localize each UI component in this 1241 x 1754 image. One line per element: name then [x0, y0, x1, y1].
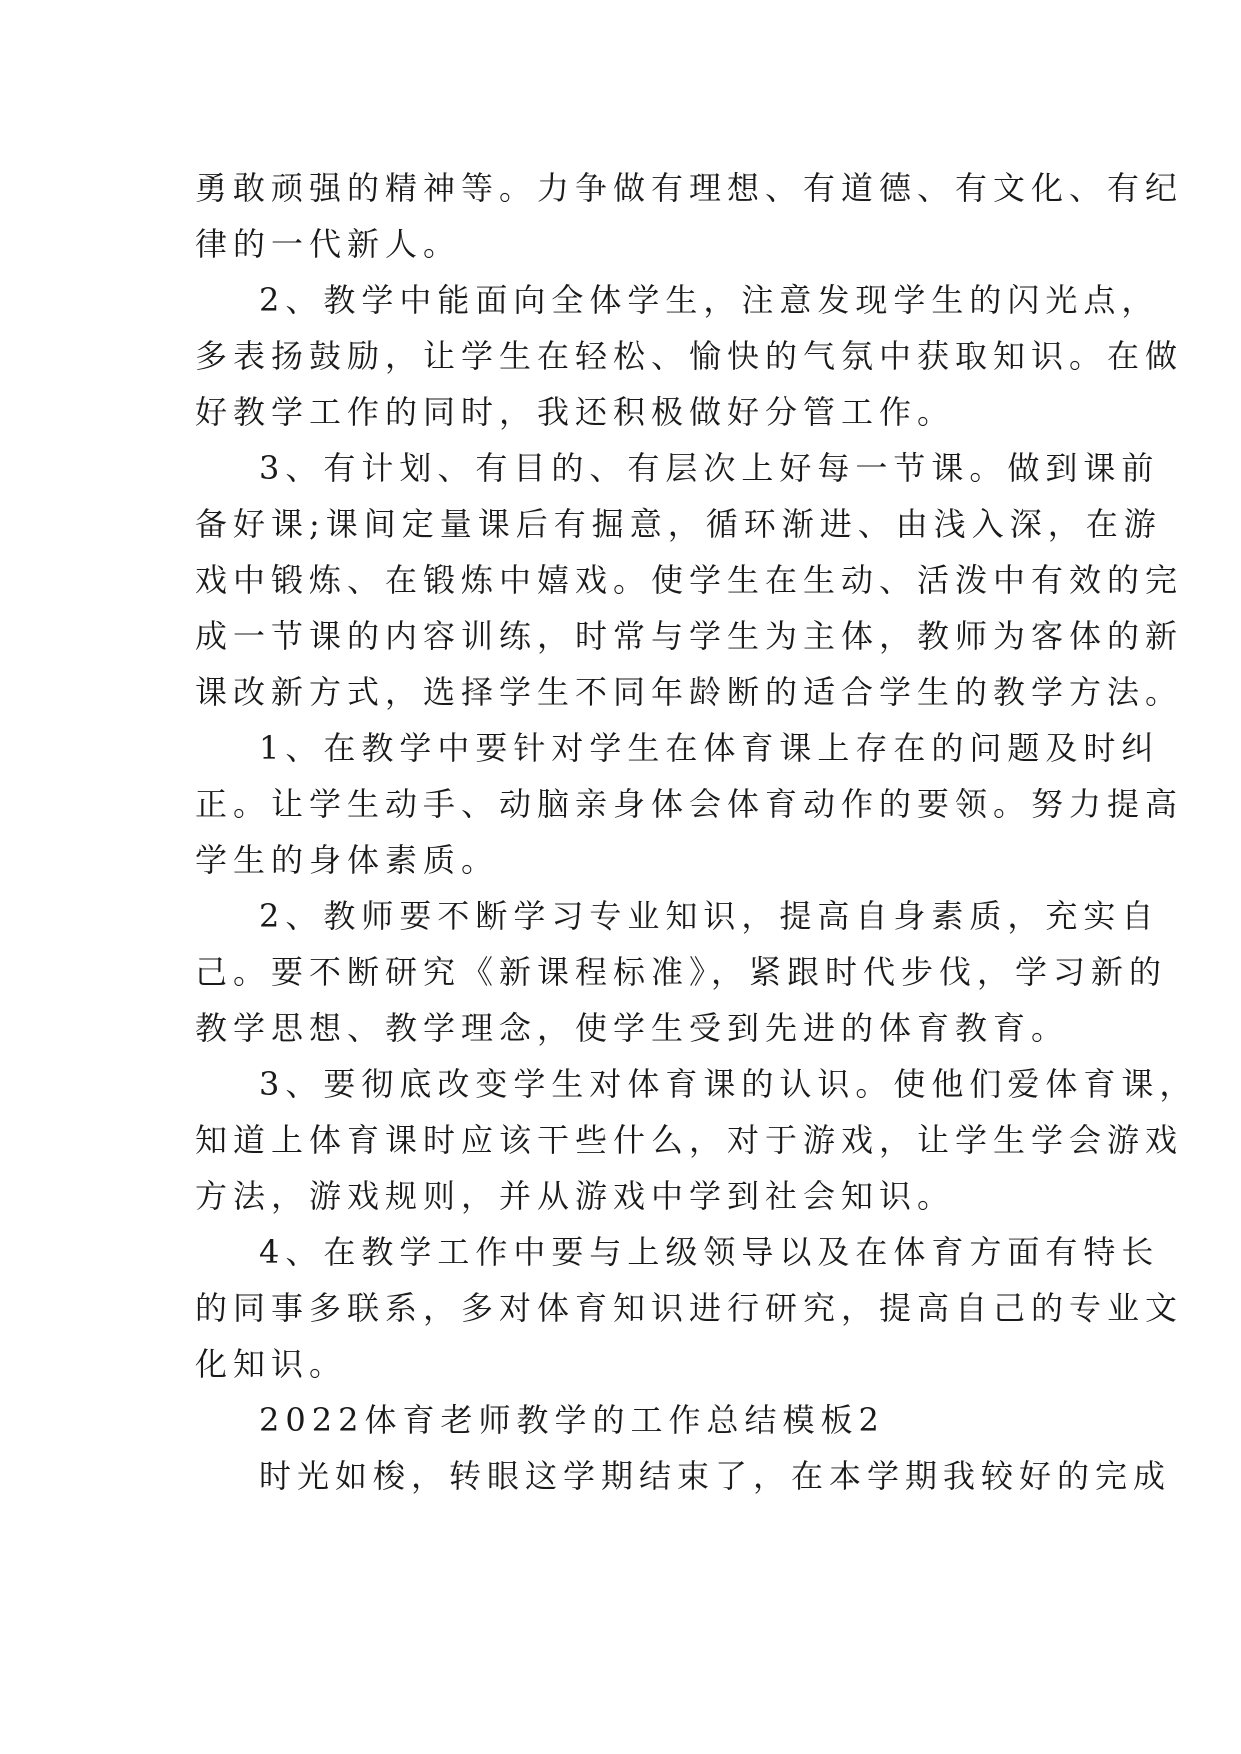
text-line: 3、要彻底改变学生对体育课的认识。使他们爱体育课，	[259, 1065, 1198, 1103]
text-line: 4、在教学工作中要与上级领导以及在体育方面有特长	[259, 1233, 1160, 1271]
text-line: 律的一代新人。	[195, 225, 462, 263]
document-body	[195, 160, 1198, 1504]
text-line: 2、教师要不断学习专业知识，提高自身素质，充实自	[259, 897, 1160, 935]
text-line: 成一节课的内容训练，时常与学生为主体，教师为客体的新	[195, 617, 1184, 655]
text-line: 3、有计划、有目的、有层次上好每一节课。做到课前	[259, 449, 1160, 487]
text-line: 多表扬鼓励，让学生在轻松、愉快的气氛中获取知识。在做	[195, 337, 1184, 375]
text-line: 知道上体育课时应该干些什么，对于游戏，让学生学会游戏	[195, 1121, 1184, 1159]
text-line: 课改新方式，选择学生不同年龄断的适合学生的教学方法。	[195, 673, 1184, 711]
text-line: 好教学工作的同时，我还积极做好分管工作。	[195, 393, 956, 431]
text-line: 戏中锻炼、在锻炼中嬉戏。使学生在生动、活泼中有效的完	[195, 561, 1184, 599]
text-line: 化知识。	[195, 1345, 348, 1383]
text-line: 己。要不断研究《新课程标准》，紧跟时代步伐，学习新的	[195, 953, 1168, 991]
text-line: 2、教学中能面向全体学生，注意发现学生的闪光点，	[259, 281, 1160, 319]
text-line: 教学思想、教学理念，使学生受到先进的体育教育。	[195, 1009, 1070, 1047]
text-line: 学生的身体素质。	[195, 841, 500, 879]
section-title: 2022体育老师教学的工作总结模板2	[259, 1401, 885, 1439]
text-line: 正。让学生动手、动脑亲身体会体育动作的要领。努力提高	[195, 785, 1184, 823]
text-line: 方法，游戏规则，并从游戏中学到社会知识。	[195, 1177, 956, 1215]
text-line: 时光如梭，转眼这学期结束了，在本学期我较好的完成	[259, 1457, 1172, 1495]
text-line: 的同事多联系，多对体育知识进行研究，提高自己的专业文	[195, 1289, 1184, 1327]
text-line: 备好课;课间定量课后有掘意，循环渐进、由浅入深，在游	[195, 505, 1162, 543]
text-line: 勇敢顽强的精神等。力争做有理想、有道德、有文化、有纪	[195, 169, 1184, 207]
text-line: 1、在教学中要针对学生在体育课上存在的问题及时纠	[259, 729, 1160, 767]
